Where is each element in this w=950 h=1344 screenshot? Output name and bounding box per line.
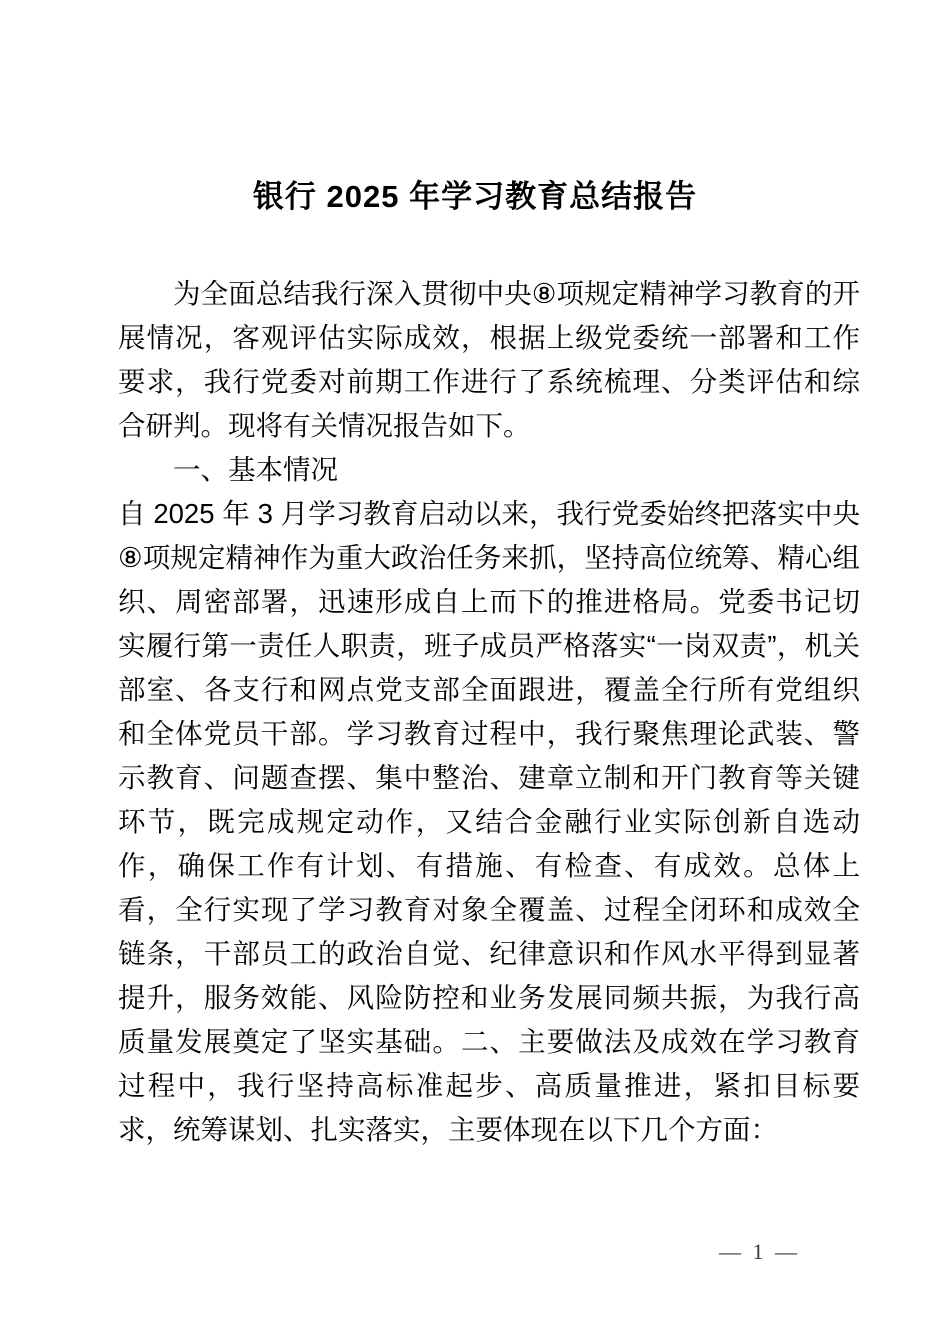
document-body	[118, 272, 860, 1152]
section-heading: 一、基本情况	[173, 454, 338, 485]
document-title: 银行 2025 年学习教育总结报告	[252, 179, 698, 214]
body-paragraph: 为全面总结我行深入贯彻中央⑧项规定精神学习教育的开展情况，客观评估实际成效，根据上级党委统一部署和工作要求，我行党委对前期工作进行了系统梳理、分类评估和综合研判。现将有关情况报告如下。	[118, 278, 860, 441]
body-paragraph: 自 2025 年 3 月学习教育启动以来，我行党委始终把落实中央⑧项规定精神作为重大政治任务来抓，坚持高位统筹、精心组织、周密部署，迅速形成自上而下的推进格局。党委书记切实履行第一责任人职责，班子成员严格落实“一岗双责”，机关部室、各支行和网点党支部全面跟进，覆盖全行所有党组织和全体党员干部。学习教育过程中，我行聚焦理论武装、警示教育、问题查摆、集中整治、建章立制和开门教育等关键环节，既完成规定动作，又结合金融行业实际创新自选动作，确保工作有计划、有措施、有检查、有成效。总体上看，全行实现了学习教育对象全覆盖、过程全闭环和成效全链条，干部员工的政治自觉、纪律意识和作风水平得到显著提升，服务效能、风险防控和业务发展同频共振，为我行高质量发展奠定了坚实基础。二、主要做法及成效在学习教育过程中，我行坚持高标准起步、高质量推进，紧扣目标要求，统筹谋划、扎实落实，主要体现在以下几个方面：	[118, 498, 860, 1145]
page-number: — 1 —	[719, 1239, 800, 1264]
